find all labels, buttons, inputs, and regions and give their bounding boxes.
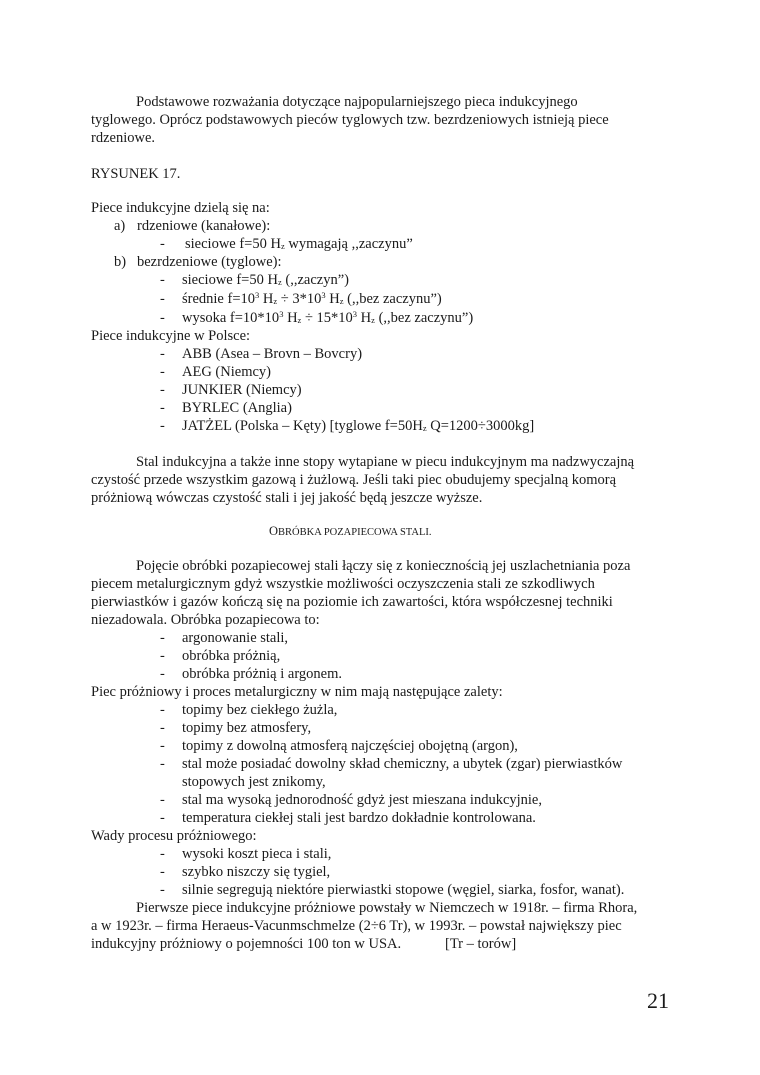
list-item: szybko niszczy się tygiel,	[182, 864, 331, 880]
dash-marker: -	[160, 810, 165, 826]
dash-marker: -	[160, 272, 165, 288]
figure-reference: RYSUNEK 17.	[91, 166, 181, 182]
treatment-line-3: pierwiastków i gazów kończą się na poziomie ich zawartości, która współczesnej techniki	[91, 594, 613, 610]
dash-marker: -	[160, 364, 165, 380]
history-line-3: indukcyjny próżniowy o pojemności 100 ton w USA.	[91, 936, 402, 952]
dash-marker: -	[160, 382, 165, 398]
division-heading: Piece indukcyjne dzielą się na:	[91, 200, 270, 216]
advantages-heading: Piec próżniowy i proces metalurgiczny w nim mają następujące zalety:	[91, 684, 503, 700]
list-item: stal może posiadać dowolny skład chemiczny, a ubytek (zgar) pierwiastków	[182, 756, 623, 772]
drawbacks-heading: Wady procesu próżniowego:	[91, 828, 257, 844]
list-item: BYRLEC (Anglia)	[182, 400, 292, 416]
core-furnaces: rdzeniowe (kanałowe):	[137, 218, 271, 234]
steel-line-1: Stal indukcyjna a także inne stopy wytapiane w piecu indukcyjnym ma nadzwyczajną	[136, 454, 635, 470]
history-line-1: Pierwsze piece indukcyjne próżniowe powstały w Niemczech w 1918r. – firma Rhora,	[136, 900, 638, 916]
treatment-line-4: niezadowala. Obróbka pozapiecowa to:	[91, 612, 320, 628]
list-item: argonowanie stali,	[182, 630, 289, 646]
dash-marker: -	[160, 792, 165, 808]
list-item: obróbka próżnią,	[182, 648, 281, 664]
list-item: JATŻEL (Polska – Kęty) [tyglowe $f=50H_z$ Q=1200÷3000kg]	[182, 418, 535, 434]
poland-heading: Piece indukcyjne w Polsce:	[91, 328, 251, 344]
dash-marker: -	[160, 702, 165, 718]
dash-marker: -	[160, 310, 165, 326]
list-item: średnie $f=10^3$ $H_z \div 3*10^3$ $H_z$ (,,bez zaczynu”)	[182, 290, 442, 307]
treatment-line-2: piecem metalurgicznym gdyż wszystkie możliwości oczyszczenia stali ze szkodliwych	[91, 576, 595, 592]
intro-line-1: Podstawowe rozważania dotyczące najpopularniejszego pieca indukcyjnego	[136, 94, 578, 110]
list-label-a: a)	[114, 218, 126, 234]
list-item: obróbka próżnią i argonem.	[182, 666, 342, 682]
dash-marker: -	[160, 291, 165, 307]
list-item: sieciowe f=50 $H_z$ (,,zaczyn”)	[182, 272, 349, 288]
dash-marker: -	[160, 666, 165, 682]
list-item: topimy bez ciekłego żużla,	[182, 702, 338, 718]
list-item: temperatura ciekłej stali jest bardzo dokładnie kontrolowana.	[182, 810, 536, 826]
list-item: AEG (Niemcy)	[182, 364, 271, 380]
dash-marker: -	[160, 648, 165, 664]
dash-marker: -	[160, 756, 165, 772]
dash-marker: -	[160, 846, 165, 862]
list-label-b: b)	[114, 254, 127, 270]
section-title: OBRÓBKA POZAPIECOWA STALI.	[269, 524, 432, 538]
list-item: wysoki koszt pieca i stali,	[182, 846, 332, 862]
dash-marker: -	[160, 864, 165, 880]
list-item: sieciowe f=50 $H_z$ wymagają ,,zaczynu”	[185, 236, 413, 252]
list-item: silnie segregują niektóre pierwiastki stopowe (węgiel, siarka, fosfor, wanat).	[182, 882, 625, 898]
page-number: 21	[647, 988, 669, 1013]
dash-marker: -	[160, 400, 165, 416]
list-item: topimy z dowolną atmosferą najczęściej obojętną (argon),	[182, 738, 518, 754]
unit-note: [Tr – torów]	[445, 936, 517, 952]
dash-marker: -	[160, 738, 165, 754]
list-item: ABB (Asea – Brovn – Bovcry)	[182, 346, 363, 362]
history-line-2: a w 1923r. – firma Heraeus-Vacunmschmelze (2÷6 Tr), w 1993r. – powstał największy piec	[91, 918, 622, 934]
intro-line-3: rdzeniowe.	[91, 130, 156, 146]
intro-line-2: tyglowego. Oprócz podstawowych pieców tyglowych tzw. bezrdzeniowych istnieją piece	[91, 112, 609, 128]
coreless-furnaces: bezrdzeniowe (tyglowe):	[137, 254, 282, 270]
steel-line-3: próżniową wówczas czystość stali i jej jakość będą jeszcze wyższe.	[91, 490, 483, 506]
list-item: stal ma wysoką jednorodność gdyż jest mieszana indukcyjnie,	[182, 792, 542, 808]
dash-marker: -	[160, 720, 165, 736]
dash-marker: -	[160, 882, 165, 898]
steel-line-2: czystość przede wszystkim gazową i żużlową. Jeśli taki piec obudujemy specjalną komorą	[91, 472, 617, 488]
dash-marker: -	[160, 236, 165, 252]
dash-marker: -	[160, 630, 165, 646]
list-item: wysoka $f=10*10^3$ $H_z \div 15*10^3$ $H_z$ (,,bez zaczynu”)	[182, 309, 474, 326]
list-item: JUNKIER (Niemcy)	[182, 382, 302, 398]
dash-marker: -	[160, 418, 165, 434]
dash-marker: -	[160, 346, 165, 362]
treatment-line-1: Pojęcie obróbki pozapiecowej stali łączy się z koniecznością jej uszlachetniania poza	[136, 558, 631, 574]
list-item-continuation: stopowych jest znikomy,	[182, 774, 326, 790]
list-item: topimy bez atmosfery,	[182, 720, 312, 736]
